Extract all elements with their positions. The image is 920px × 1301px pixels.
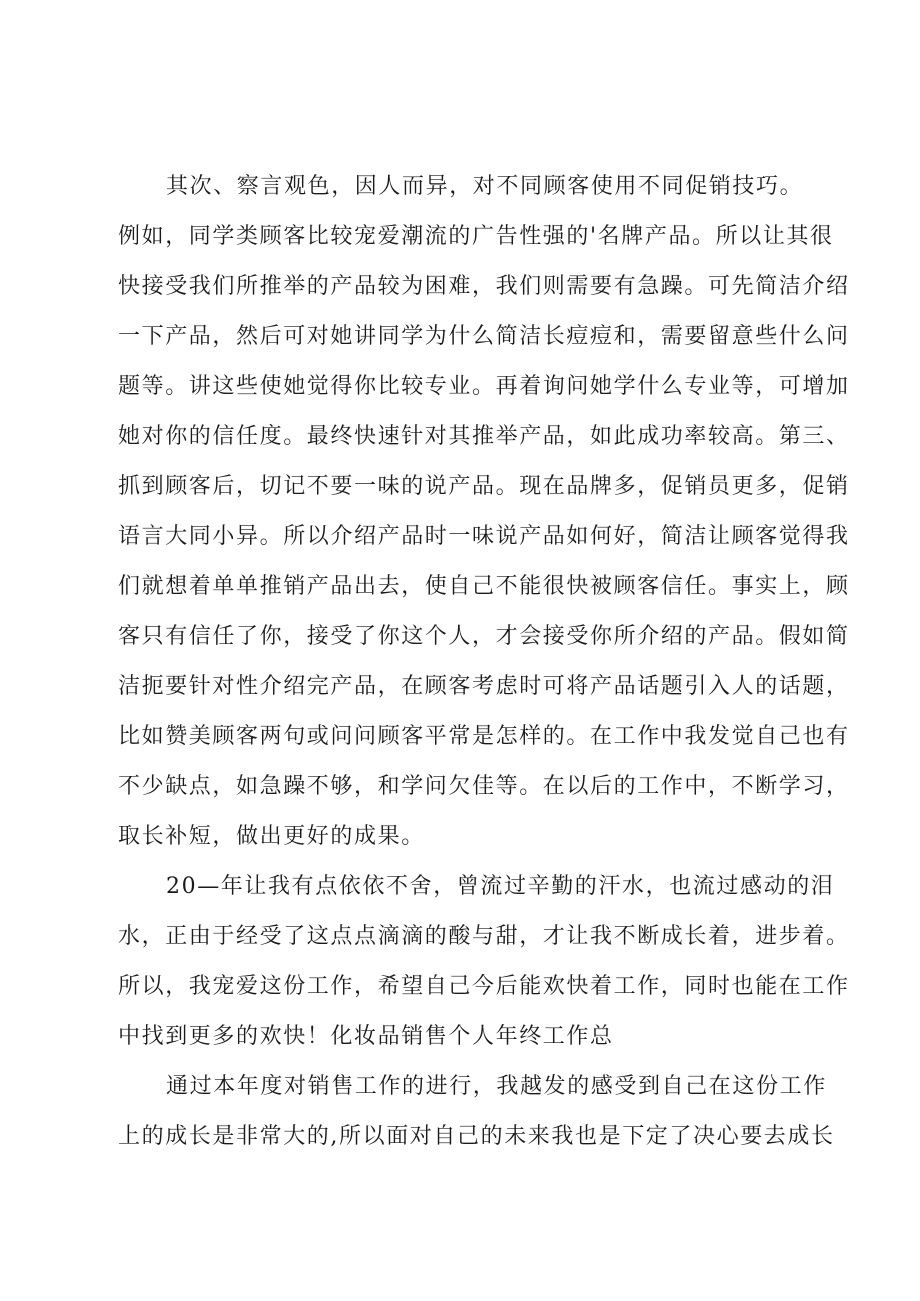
text-line: 上的成长是非常大的,所以面对自己的未来我也是下定了决心要去成长 xyxy=(118,1124,835,1149)
text-line: 其次、察言观色，因人而异，对不同顾客使用不同促销技巧。 xyxy=(166,174,804,199)
text-line: 20—年让我有点依依不舍，曾流过辛勤的汗水，也流过感动的泪 xyxy=(166,874,835,899)
text-line: 水，正由于经受了这点点滴滴的酸与甜，才让我不断成长着，进步着。 xyxy=(118,924,850,949)
text-line: 所以，我宠爱这份工作，希望自己今后能欢快着工作，同时也能在工作 xyxy=(118,974,850,999)
text-line: 语言大同小异。所以介绍产品时一味说产品如何好，简洁让顾客觉得我 xyxy=(118,524,850,549)
text-line: 中找到更多的欢快！化妆品销售个人年终工作总 xyxy=(118,1024,614,1049)
text-line: 抓到顾客后，切记不要一味的说产品。现在品牌多，促销员更多，促销 xyxy=(118,474,850,499)
text-line: 例如，同学类顾客比较宠爱潮流的广告性强的'名牌产品。所以让其很 xyxy=(118,224,834,249)
text-line: 不少缺点，如急躁不够，和学问欠佳等。在以后的工作中，不断学习， xyxy=(118,774,850,799)
text-line: 她对你的信任度。最终快速针对其推举产品，如此成功率较高。第三、 xyxy=(118,424,850,449)
text-line: 比如赞美顾客两句或问问顾客平常是怎样的。在工作中我发觉自己也有 xyxy=(118,724,850,749)
text-line: 客只有信任了你，接受了你这个人，才会接受你所介绍的产品。假如简 xyxy=(118,624,850,649)
text-line: 洁扼要针对性介绍完产品，在顾客考虑时可将产品话题引入人的话题， xyxy=(118,674,850,699)
text-line: 题等。讲这些使她觉得你比较专业。再着询问她学什么专业等，可增加 xyxy=(118,374,850,399)
text-line: 一下产品，然后可对她讲同学为什么简洁长痘痘和，需要留意些什么问 xyxy=(118,324,850,349)
text-line: 快接受我们所推举的产品较为困难，我们则需要有急躁。可先简洁介绍 xyxy=(118,274,850,299)
text-line: 通过本年度对销售工作的进行，我越发的感受到自己在这份工作 xyxy=(166,1074,827,1099)
text-line: 们就想着单单推销产品出去，使自己不能很快被顾客信任。事实上，顾 xyxy=(118,574,850,599)
text-line: 取长补短，做出更好的成果。 xyxy=(118,824,425,849)
